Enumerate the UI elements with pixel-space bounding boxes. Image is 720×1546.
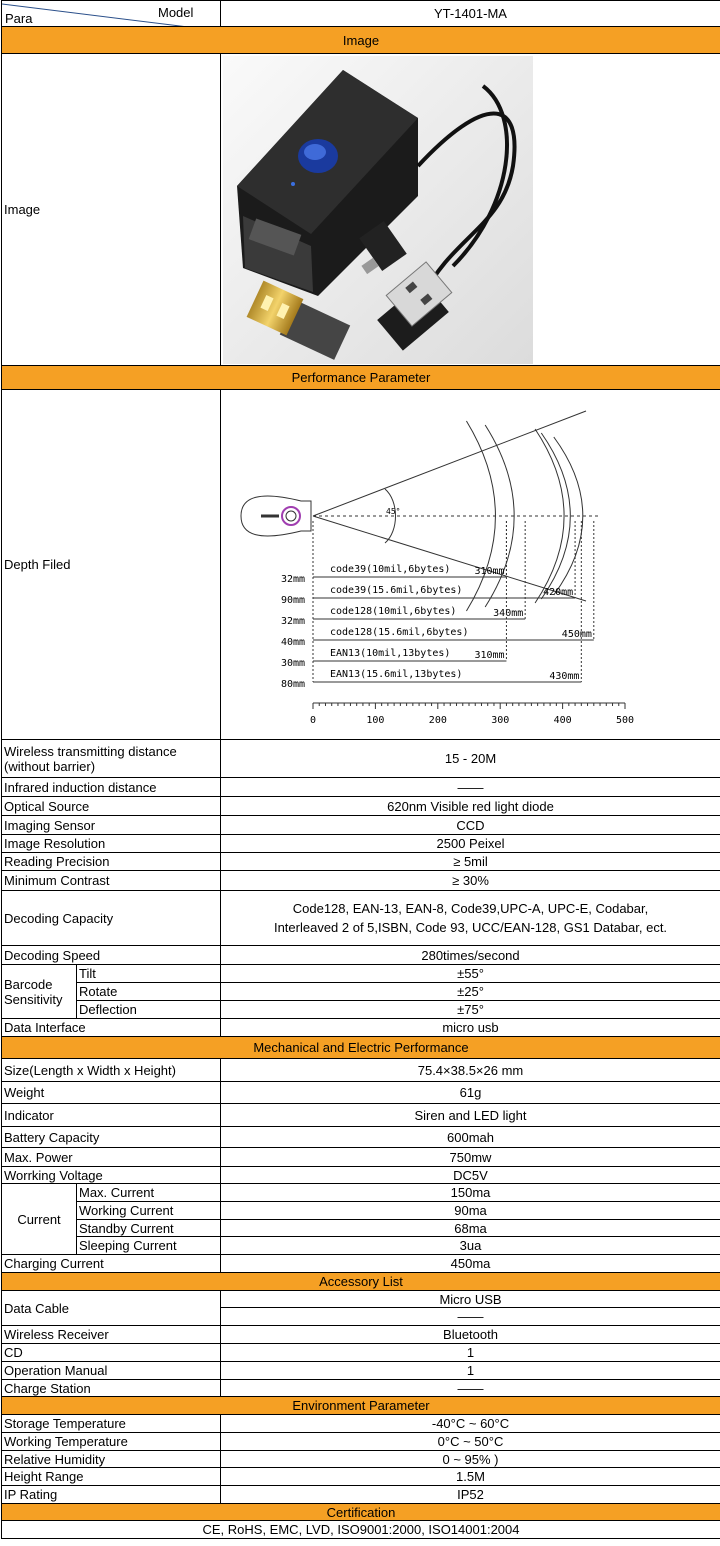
- interface-value: micro usb: [221, 1019, 720, 1037]
- mech-value-2: Siren and LED light: [221, 1104, 720, 1127]
- current-value-1: 90ma: [221, 1202, 720, 1220]
- perf-label-2: Optical Source: [2, 797, 221, 816]
- perf-label-4: Image Resolution: [2, 835, 221, 853]
- section-performance: Performance Parameter: [2, 366, 720, 390]
- near-dist-label: 30mm: [281, 657, 306, 669]
- certification-value: CE, RoHS, EMC, LVD, ISO9001:2000, ISO14001:2004: [2, 1521, 720, 1539]
- near-dist-label: 80mm: [281, 678, 306, 690]
- code-dist-label: 420mm: [543, 586, 574, 598]
- mech-label-4: Max. Power: [2, 1148, 221, 1167]
- near-dist-label: 40mm: [281, 636, 306, 648]
- perf-value-3: CCD: [221, 816, 720, 835]
- accessory-value-2: 1: [221, 1362, 720, 1380]
- perf-label-7: Decoding Capacity: [2, 891, 221, 946]
- decoding-line-2: Interleaved 2 of 5,ISBN, Code 93, UCC/EAN-128, GS1 Databar, ect.: [273, 920, 668, 935]
- env-label-4: IP Rating: [2, 1486, 221, 1504]
- code-name-label: code128(15.6mil,6bytes): [330, 626, 469, 638]
- accessory-label-3: Charge Station: [2, 1380, 221, 1397]
- sensitivity-value-1: ±25°: [221, 983, 720, 1001]
- cable-value-1: Micro USB: [221, 1291, 720, 1308]
- depth-field-label: Depth Filed: [2, 390, 221, 740]
- sensitivity-value-0: ±55°: [221, 965, 720, 983]
- model-label: Model: [158, 5, 194, 20]
- mech-value-4: 750mw: [221, 1148, 720, 1167]
- axis-tick-label: 0: [310, 714, 317, 726]
- model-value: YT-1401-MA: [221, 1, 720, 27]
- perf-value-4: 2500 Peixel: [221, 835, 720, 853]
- mech-value-5: DC5V: [221, 1167, 720, 1184]
- mech-label-2: Indicator: [2, 1104, 221, 1127]
- mech-label-5: Worrking Voltage: [2, 1167, 221, 1184]
- code-dist-label: 310mm: [474, 565, 505, 577]
- code-name-label: code39(10mil,6bytes): [330, 563, 451, 575]
- perf-label-0: Wireless transmitting distance (without barrier): [2, 740, 221, 778]
- mech-label-0: Size(Length x Width x Height): [2, 1059, 221, 1082]
- current-sub-2: Standby Current: [77, 1220, 221, 1237]
- env-label-1: Working Temperature: [2, 1433, 221, 1451]
- env-label-2: Relative Humidity: [2, 1451, 221, 1468]
- accessory-label-1: CD: [2, 1344, 221, 1362]
- axis-tick-label: 500: [616, 714, 635, 726]
- current-sub-3: Sleeping Current: [77, 1237, 221, 1255]
- accessory-label-0: Wireless Receiver: [2, 1326, 221, 1344]
- axis-tick-label: 200: [428, 714, 447, 726]
- perf-value-1: ——: [221, 778, 720, 797]
- near-dist-label: 90mm: [281, 594, 306, 606]
- env-value-2: 0 ~ 95% ): [221, 1451, 720, 1468]
- section-certification: Certification: [2, 1504, 720, 1521]
- spec-table: [1, 0, 720, 1539]
- code-dist-label: 430mm: [549, 670, 580, 682]
- section-mechanical: Mechanical and Electric Performance: [2, 1037, 720, 1059]
- current-label: Current: [2, 1184, 77, 1255]
- code-name-label: code39(15.6mil,6bytes): [330, 584, 463, 596]
- axis-tick-label: 100: [366, 714, 385, 726]
- code-dist-label: 310mm: [474, 649, 505, 661]
- env-label-0: Storage Temperature: [2, 1415, 221, 1433]
- env-value-0: -40°C ~ 60°C: [221, 1415, 720, 1433]
- accessory-value-0: Bluetooth: [221, 1326, 720, 1344]
- perf-value-8: 280times/second: [221, 946, 720, 965]
- current-value-0: 150ma: [221, 1184, 720, 1202]
- perf-label-6: Minimum Contrast: [2, 871, 221, 891]
- perf-value-2: 620nm Visible red light diode: [221, 797, 720, 816]
- interface-label: Data Interface: [2, 1019, 221, 1037]
- current-value-2: 68ma: [221, 1220, 720, 1237]
- current-sub-0: Max. Current: [77, 1184, 221, 1202]
- mech-label-3: Battery Capacity: [2, 1127, 221, 1148]
- angle-label: 45°: [386, 506, 401, 516]
- cable-label: Data Cable: [2, 1291, 221, 1326]
- cable-value-2: ——: [221, 1308, 720, 1326]
- current-sub-1: Working Current: [77, 1202, 221, 1220]
- depth-field-diagram: [221, 391, 720, 739]
- section-accessory: Accessory List: [2, 1273, 720, 1291]
- axis-tick-label: 400: [553, 714, 572, 726]
- mech-value-0: 75.4×38.5×26 mm: [221, 1059, 720, 1082]
- code-name-label: code128(10mil,6bytes): [330, 605, 457, 617]
- near-dist-label: 32mm: [281, 573, 306, 585]
- accessory-value-1: 1: [221, 1344, 720, 1362]
- sensitivity-sub-1: Rotate: [77, 983, 221, 1001]
- perf-value-6: ≥ 30%: [221, 871, 720, 891]
- current-value-3: 3ua: [221, 1237, 720, 1255]
- charging-label: Charging Current: [2, 1255, 221, 1273]
- perf-label-1: Infrared induction distance: [2, 778, 221, 797]
- section-environment: Environment Parameter: [2, 1397, 720, 1415]
- sensitivity-label: Barcode Sensitivity: [2, 965, 77, 1019]
- code-name-label: EAN13(15.6mil,13bytes): [330, 668, 463, 680]
- perf-label-8: Decoding Speed: [2, 946, 221, 965]
- accessory-label-2: Operation Manual: [2, 1362, 221, 1380]
- depth-field-diagram-cell: [221, 390, 720, 740]
- accessory-value-3: ——: [221, 1380, 720, 1397]
- product-photo: [223, 56, 533, 364]
- env-value-1: 0°C ~ 50°C: [221, 1433, 720, 1451]
- perf-value-7: [221, 891, 720, 946]
- env-value-3: 1.5M: [221, 1468, 720, 1486]
- decoding-line-1: Code128, EAN-13, EAN-8, Code39,UPC-A, UPC-E, Codabar,: [292, 901, 649, 916]
- perf-value-0: 15 - 20M: [221, 740, 720, 778]
- mech-value-3: 600mah: [221, 1127, 720, 1148]
- sensitivity-value-2: ±75°: [221, 1001, 720, 1019]
- env-value-4: IP52: [221, 1486, 720, 1504]
- mech-value-1: 61g: [221, 1082, 720, 1104]
- axis-tick-label: 300: [491, 714, 510, 726]
- image-label: Image: [2, 54, 221, 366]
- perf-label-3: Imaging Sensor: [2, 816, 221, 835]
- section-image: Image: [2, 27, 720, 54]
- product-image-cell: [221, 54, 720, 366]
- charging-value: 450ma: [221, 1255, 720, 1273]
- mech-label-1: Weight: [2, 1082, 221, 1104]
- near-dist-label: 32mm: [281, 615, 306, 627]
- sensitivity-sub-2: Deflection: [77, 1001, 221, 1019]
- code-name-label: EAN13(10mil,13bytes): [330, 647, 451, 659]
- para-label: Para: [5, 11, 33, 26]
- code-dist-label: 450mm: [561, 628, 592, 640]
- code-dist-label: 340mm: [493, 607, 524, 619]
- sensitivity-sub-0: Tilt: [77, 965, 221, 983]
- perf-label-5: Reading Precision: [2, 853, 221, 871]
- header-para-model-cell: [2, 1, 221, 27]
- perf-value-5: ≥ 5mil: [221, 853, 720, 871]
- env-label-3: Height Range: [2, 1468, 221, 1486]
